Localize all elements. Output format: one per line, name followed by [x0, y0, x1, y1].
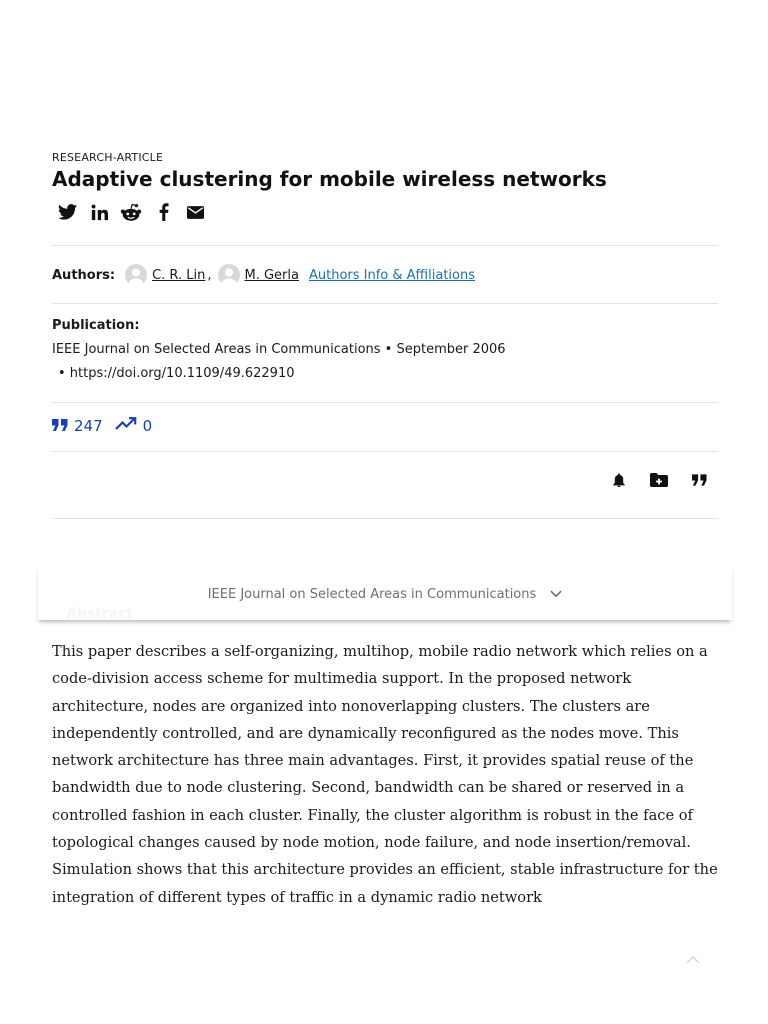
share-bar [56, 201, 206, 223]
cite-icon[interactable] [688, 470, 710, 490]
authors-affiliations-link[interactable]: Authors Info & Affiliations [308, 267, 475, 283]
article-type-label: RESEARCH-ARTICLE [52, 151, 164, 164]
divider [52, 518, 718, 519]
twitter-icon[interactable] [56, 201, 78, 223]
publication-journal[interactable]: IEEE Journal on Selected Areas in Communications • September 2006 [52, 342, 506, 357]
quote-icon [52, 417, 68, 435]
email-icon[interactable] [184, 201, 206, 223]
article-actions [608, 470, 710, 490]
doi-link[interactable]: • https://doi.org/10.1109/49.622910 [58, 366, 295, 381]
scroll-to-top-icon[interactable] [685, 952, 701, 968]
abstract-text: This paper describes a self-organizing, multihop, mobile radio network which relies on a code-division access scheme for multimedia support. In the proposed network architecture, nodes are organized into nonoverlapping clusters. The clusters are independently controlled, and are dynamically reconfigured as the nodes move. This network architecture has three main advantages. First, it provides spatial reuse of the bandwidth due to node clustering. Second, bandwidth can be shared or reserved in a controlled fashion in each cluster. Finally, the cluster algorithm is robust in the face of topological changes caused by node motion, node failure, and node insertion/removal. Simulation shows that this architecture provides an efficient, stable infrastructure for the integration of different types of traffic in a dynamic radio network [52, 643, 718, 906]
downloads-count: 0 [142, 417, 153, 435]
citations-count: 247 [74, 417, 103, 435]
avatar [125, 264, 147, 286]
sticky-journal-bar[interactable] [38, 568, 732, 620]
authors-row [52, 264, 475, 286]
chevron-down-icon[interactable] [550, 590, 562, 598]
downloads-metric[interactable] [115, 417, 153, 435]
authors-label: Authors: [52, 267, 116, 283]
reddit-icon[interactable] [120, 201, 142, 223]
author-link[interactable]: M. Gerla [244, 267, 299, 283]
publication-label: Publication: [52, 318, 140, 333]
divider [52, 402, 718, 403]
linkedin-icon[interactable] [88, 201, 110, 223]
article-title: Adaptive clustering for mobile wireless networks [52, 167, 607, 191]
metrics-row [52, 417, 164, 435]
bell-icon[interactable] [608, 470, 630, 490]
citations-metric[interactable] [52, 417, 103, 435]
add-to-folder-icon[interactable] [648, 470, 670, 490]
divider [52, 451, 718, 452]
trending-icon [115, 417, 137, 435]
sticky-journal-title: IEEE Journal on Selected Areas in Communications [207, 586, 537, 602]
divider [52, 245, 718, 246]
divider [52, 303, 718, 304]
avatar [218, 264, 240, 286]
author-link[interactable]: C. R. Lin [152, 267, 206, 283]
facebook-icon[interactable] [152, 201, 174, 223]
scrollbar-track[interactable] [737, 0, 768, 548]
author-separator: , [207, 267, 212, 283]
